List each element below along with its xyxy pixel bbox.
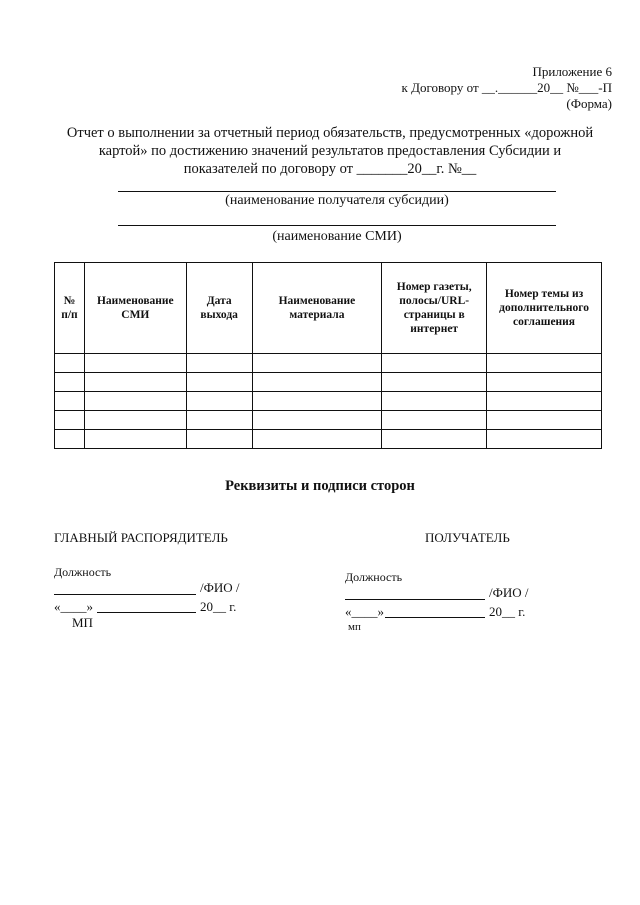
table-cell	[382, 354, 487, 373]
col-header-media-name: Наименование СМИ	[84, 263, 186, 354]
signatures-section-title: Реквизиты и подписи сторон	[225, 478, 415, 494]
table-cell	[84, 411, 186, 430]
table-cell	[186, 430, 252, 449]
col-header-material-name: Наименование материала	[252, 263, 382, 354]
left-date-year: 20__ г.	[200, 599, 237, 614]
table-cell	[487, 392, 602, 411]
media-name-line	[118, 225, 556, 226]
right-party-role: ПОЛУЧАТЕЛЬ	[425, 530, 510, 545]
table-cell	[84, 392, 186, 411]
col-header-release-date: Дата выхода	[186, 263, 252, 354]
right-date-month-line	[385, 617, 485, 618]
table-cell	[487, 430, 602, 449]
left-party-role: ГЛАВНЫЙ РАСПОРЯДИТЕЛЬ	[54, 530, 228, 545]
right-date-day: «____»	[345, 604, 384, 619]
appendix-header	[402, 64, 612, 112]
media-caption: (наименование СМИ)	[272, 229, 402, 244]
right-position-label: Должность	[345, 570, 403, 584]
table-row	[55, 411, 602, 430]
table-cell	[382, 411, 487, 430]
right-fio-label: /ФИО /	[489, 585, 529, 600]
table-cell	[55, 392, 85, 411]
title-line-2: картой» по достижению значений результатов предоставления Субсидии и	[98, 143, 562, 159]
col-header-issue-url: Номер газеты, полосы/URL- страницы в интернет	[382, 263, 487, 354]
table-cell	[186, 354, 252, 373]
table-cell	[186, 392, 252, 411]
recipient-name-line	[118, 191, 556, 192]
right-stamp-label: мп	[348, 621, 361, 633]
table-cell	[55, 411, 85, 430]
recipient-caption: (наименование получателя субсидии)	[225, 193, 449, 208]
table-cell	[84, 373, 186, 392]
right-signature-line	[345, 599, 485, 600]
table-header-row	[55, 263, 602, 354]
title-line-1: Отчет о выполнении за отчетный период обязательств, предусмотренных «дорожной	[66, 125, 594, 141]
table-cell	[84, 354, 186, 373]
left-fio-label: /ФИО /	[200, 580, 240, 595]
table-cell	[252, 411, 382, 430]
appendix-line-1: Приложение 6	[532, 64, 612, 79]
left-date-day: «____»	[54, 599, 93, 614]
table-cell	[55, 373, 85, 392]
table-cell	[382, 373, 487, 392]
right-date-year: 20__ г.	[489, 604, 526, 619]
table-cell	[487, 373, 602, 392]
table-cell	[55, 430, 85, 449]
table-cell	[186, 411, 252, 430]
table-row	[55, 373, 602, 392]
table-cell	[487, 411, 602, 430]
table-cell	[252, 373, 382, 392]
left-stamp-label: МП	[72, 615, 93, 630]
table-row	[55, 354, 602, 373]
appendix-line-2: к Договору от __.______20__ №___-П	[401, 80, 612, 95]
table-row	[55, 392, 602, 411]
col-header-topic-number: Номер темы из дополнительного соглашения	[487, 263, 602, 354]
table-cell	[382, 430, 487, 449]
table-cell	[84, 430, 186, 449]
report-title	[40, 124, 620, 178]
left-date-month-line	[97, 612, 196, 613]
table-cell	[252, 354, 382, 373]
table-cell	[55, 354, 85, 373]
col-header-number: № п/п	[55, 263, 85, 354]
table-cell	[186, 373, 252, 392]
report-table	[54, 262, 602, 449]
left-position-label: Должность	[54, 565, 112, 579]
table-row	[55, 430, 602, 449]
table-cell	[487, 354, 602, 373]
table-cell	[252, 430, 382, 449]
table-cell	[382, 392, 487, 411]
title-line-3: показателей по договору от _______20__г. №__	[183, 161, 477, 177]
table-cell	[252, 392, 382, 411]
appendix-line-3: (Форма)	[566, 96, 612, 111]
left-signature-line	[54, 594, 196, 595]
